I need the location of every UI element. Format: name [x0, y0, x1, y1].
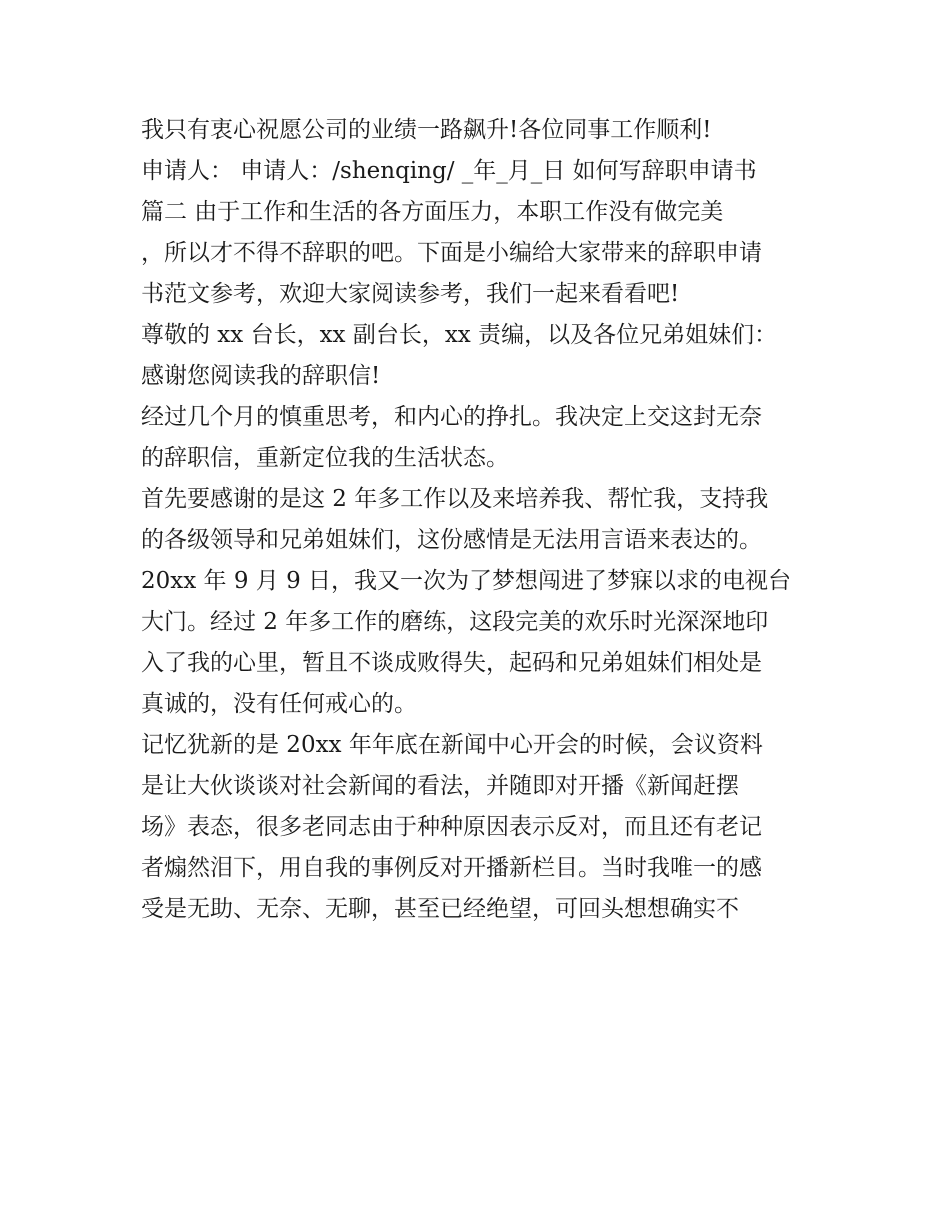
text-line: 申请人： 申请人：/shenqing/ _年_月_日 如何写辞职申请书	[141, 158, 757, 184]
text-line: 篇二 由于工作和生活的各方面压力，本职工作没有做完美	[141, 199, 724, 225]
text-line: 的各级领导和兄弟姐妹们，这份感情是无法用言语来表达的。	[141, 527, 762, 553]
text-line: 20xx 年 9 月 9 日，我又一次为了梦想闯进了梦寐以求的电视台	[141, 568, 792, 594]
text-line: 的辞职信，重新定位我的生活状态。	[141, 445, 509, 471]
text-line: 入了我的心里，暂且不谈成败得失，起码和兄弟姐妹们相处是	[141, 650, 762, 676]
text-line: 受是无助、无奈、无聊，甚至已经绝望，可回头想想确实不	[141, 896, 739, 922]
text-line: 感谢您阅读我的辞职信!	[141, 363, 381, 389]
text-line: 大门。经过 2 年多工作的磨练，这段完美的欢乐时光深深地印	[141, 609, 769, 635]
text-line: 场》表态，很多老同志由于种种原因表示反对，而且还有老记	[141, 814, 762, 840]
text-line: 我只有衷心祝愿公司的业绩一路飙升!各位同事工作顺利!	[141, 117, 712, 143]
text-line: 经过几个月的慎重思考，和内心的挣扎。我决定上交这封无奈	[141, 404, 762, 430]
text-line: 是让大伙谈谈对社会新闻的看法，并随即对开播《新闻赶摆	[141, 773, 739, 799]
text-line: 书范文参考，欢迎大家阅读参考，我们一起来看看吧!	[141, 281, 680, 307]
text-line: ，所以才不得不辞职的吧。下面是小编给大家带来的辞职申请	[141, 240, 762, 266]
text-line: 记忆犹新的是 20xx 年年底在新闻中心开会的时候，会议资料	[141, 732, 763, 758]
text-line: 首先要感谢的是这 2 年多工作以及来培养我、帮忙我，支持我	[141, 486, 769, 512]
body-text	[141, 110, 821, 930]
text-line: 者煽然泪下，用自我的事例反对开播新栏目。当时我唯一的感	[141, 855, 762, 881]
text-line: 尊敬的 xx 台长，xx 副台长，xx 责编，以及各位兄弟姐妹们：	[141, 322, 778, 348]
text-line: 真诚的，没有任何戒心的。	[141, 691, 417, 717]
